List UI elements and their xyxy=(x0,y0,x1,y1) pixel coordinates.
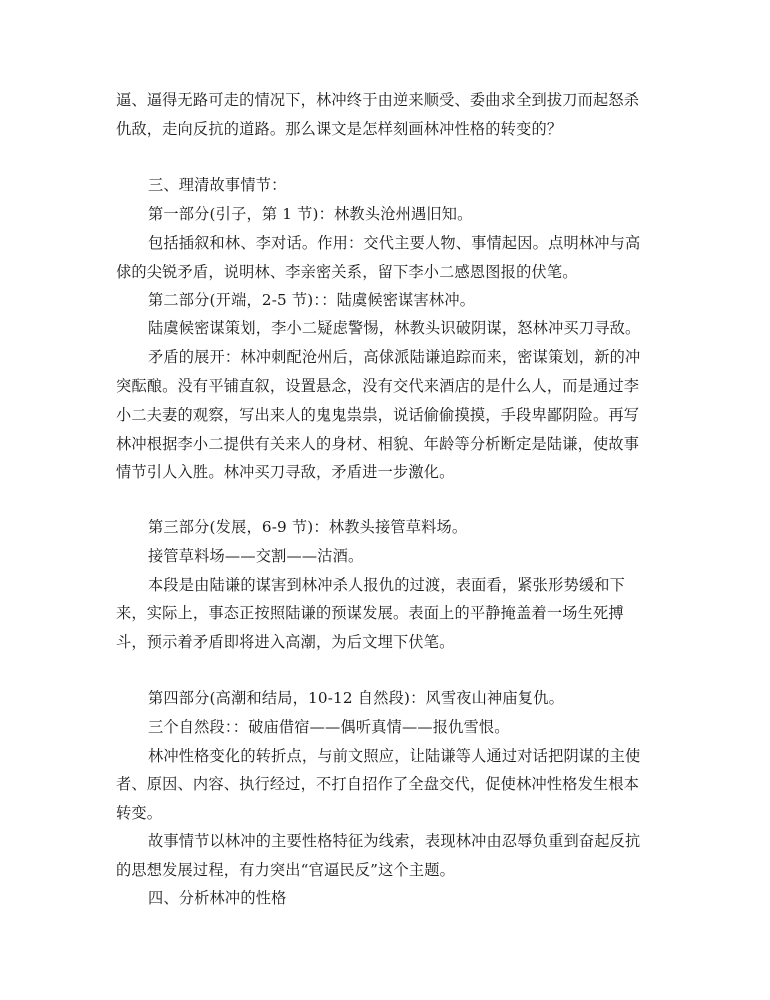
text-line: 接管草料场——交割——沽酒。 xyxy=(148,547,364,565)
text-line: 林冲性格变化的转折点，与前文照应，让陆谦等人通过对话把阴谋的主使 xyxy=(148,747,641,765)
text-line: 突酝酿。没有平铺直叙，设置悬念，没有交代来酒店的是什么人，而是通过李 xyxy=(116,377,640,395)
text-line: 三个自然段：：破庙借宿——偶听真情——报仇雪恨。 xyxy=(148,718,510,736)
text-line: 逼、逼得无路可走的情况下，林冲终于由逆来顺受、委曲求全到拔刀而起怒杀 xyxy=(116,91,640,109)
part-heading: 第四部分(高潮和结局，10-12 自然段)：风雪夜山神庙复仇。 xyxy=(148,689,564,707)
section-heading: 四、分析林冲的性格 xyxy=(148,889,287,907)
text-line: 者、原因、内容、执行经过，不打自招作了全盘交代，促使林冲性格发生根本 xyxy=(116,775,640,793)
text-line: 来，实际上，事态正按照陆谦的预谋发展。表面上的平静掩盖着一场生死搏 xyxy=(116,604,624,622)
section-heading: 三、理清故事情节： xyxy=(148,176,287,194)
text-line: 矛盾的展开：林冲刺配沧州后，高俅派陆谦追踪而来，密谋策划，新的冲 xyxy=(148,348,641,366)
text-line: 仇敌，走向反抗的道路。那么课文是怎样刻画林冲性格的转变的？ xyxy=(116,120,563,138)
part-heading: 第一部分(引子，第 1 节)：林教头沧州遇旧知。 xyxy=(148,205,473,223)
part-heading: 第三部分(发展，6-9 节)：林教头接管草料场。 xyxy=(148,518,468,536)
text-line: 转变。 xyxy=(116,804,163,822)
text-line: 俅的尖锐矛盾，说明林、李亲密关系，留下李小二感恩图报的伏笔。 xyxy=(116,263,578,281)
text-line: 林冲根据李小二提供有关来人的身材、相貌、年龄等分析断定是陆谦，使故事 xyxy=(116,435,640,453)
text-line: 故事情节以林冲的主要性格特征为线索，表现林冲由忍辱负重到奋起反抗 xyxy=(148,832,641,850)
text-line: 的思想发展过程，有力突出“官逼民反”这个主题。 xyxy=(116,861,456,879)
text-line: 陆虞候密谋策划，李小二疑虑警惕，林教头识破阴谋，怒林冲买刀寻敌。 xyxy=(148,319,641,337)
part-heading: 第二部分(开端，2-5 节)：：陆虞候密谋害林冲。 xyxy=(148,291,476,309)
text-line: 情节引人入胜。林冲买刀寻敌，矛盾进一步激化。 xyxy=(116,463,455,481)
text-line: 本段是由陆谦的谋害到林冲杀人报仇的过渡，表面看，紧张形势缓和下 xyxy=(148,576,626,594)
text-line: 包括插叙和林、李对话。作用：交代主要人物、事情起因。点明林冲与高 xyxy=(148,234,641,252)
text-line: 小二夫妻的观察，写出来人的鬼鬼祟祟，说话偷偷摸摸，手段卑鄙阴险。再写 xyxy=(116,406,640,424)
text-line: 斗，预示着矛盾即将进入高潮，为后文埋下伏笔。 xyxy=(116,633,455,651)
